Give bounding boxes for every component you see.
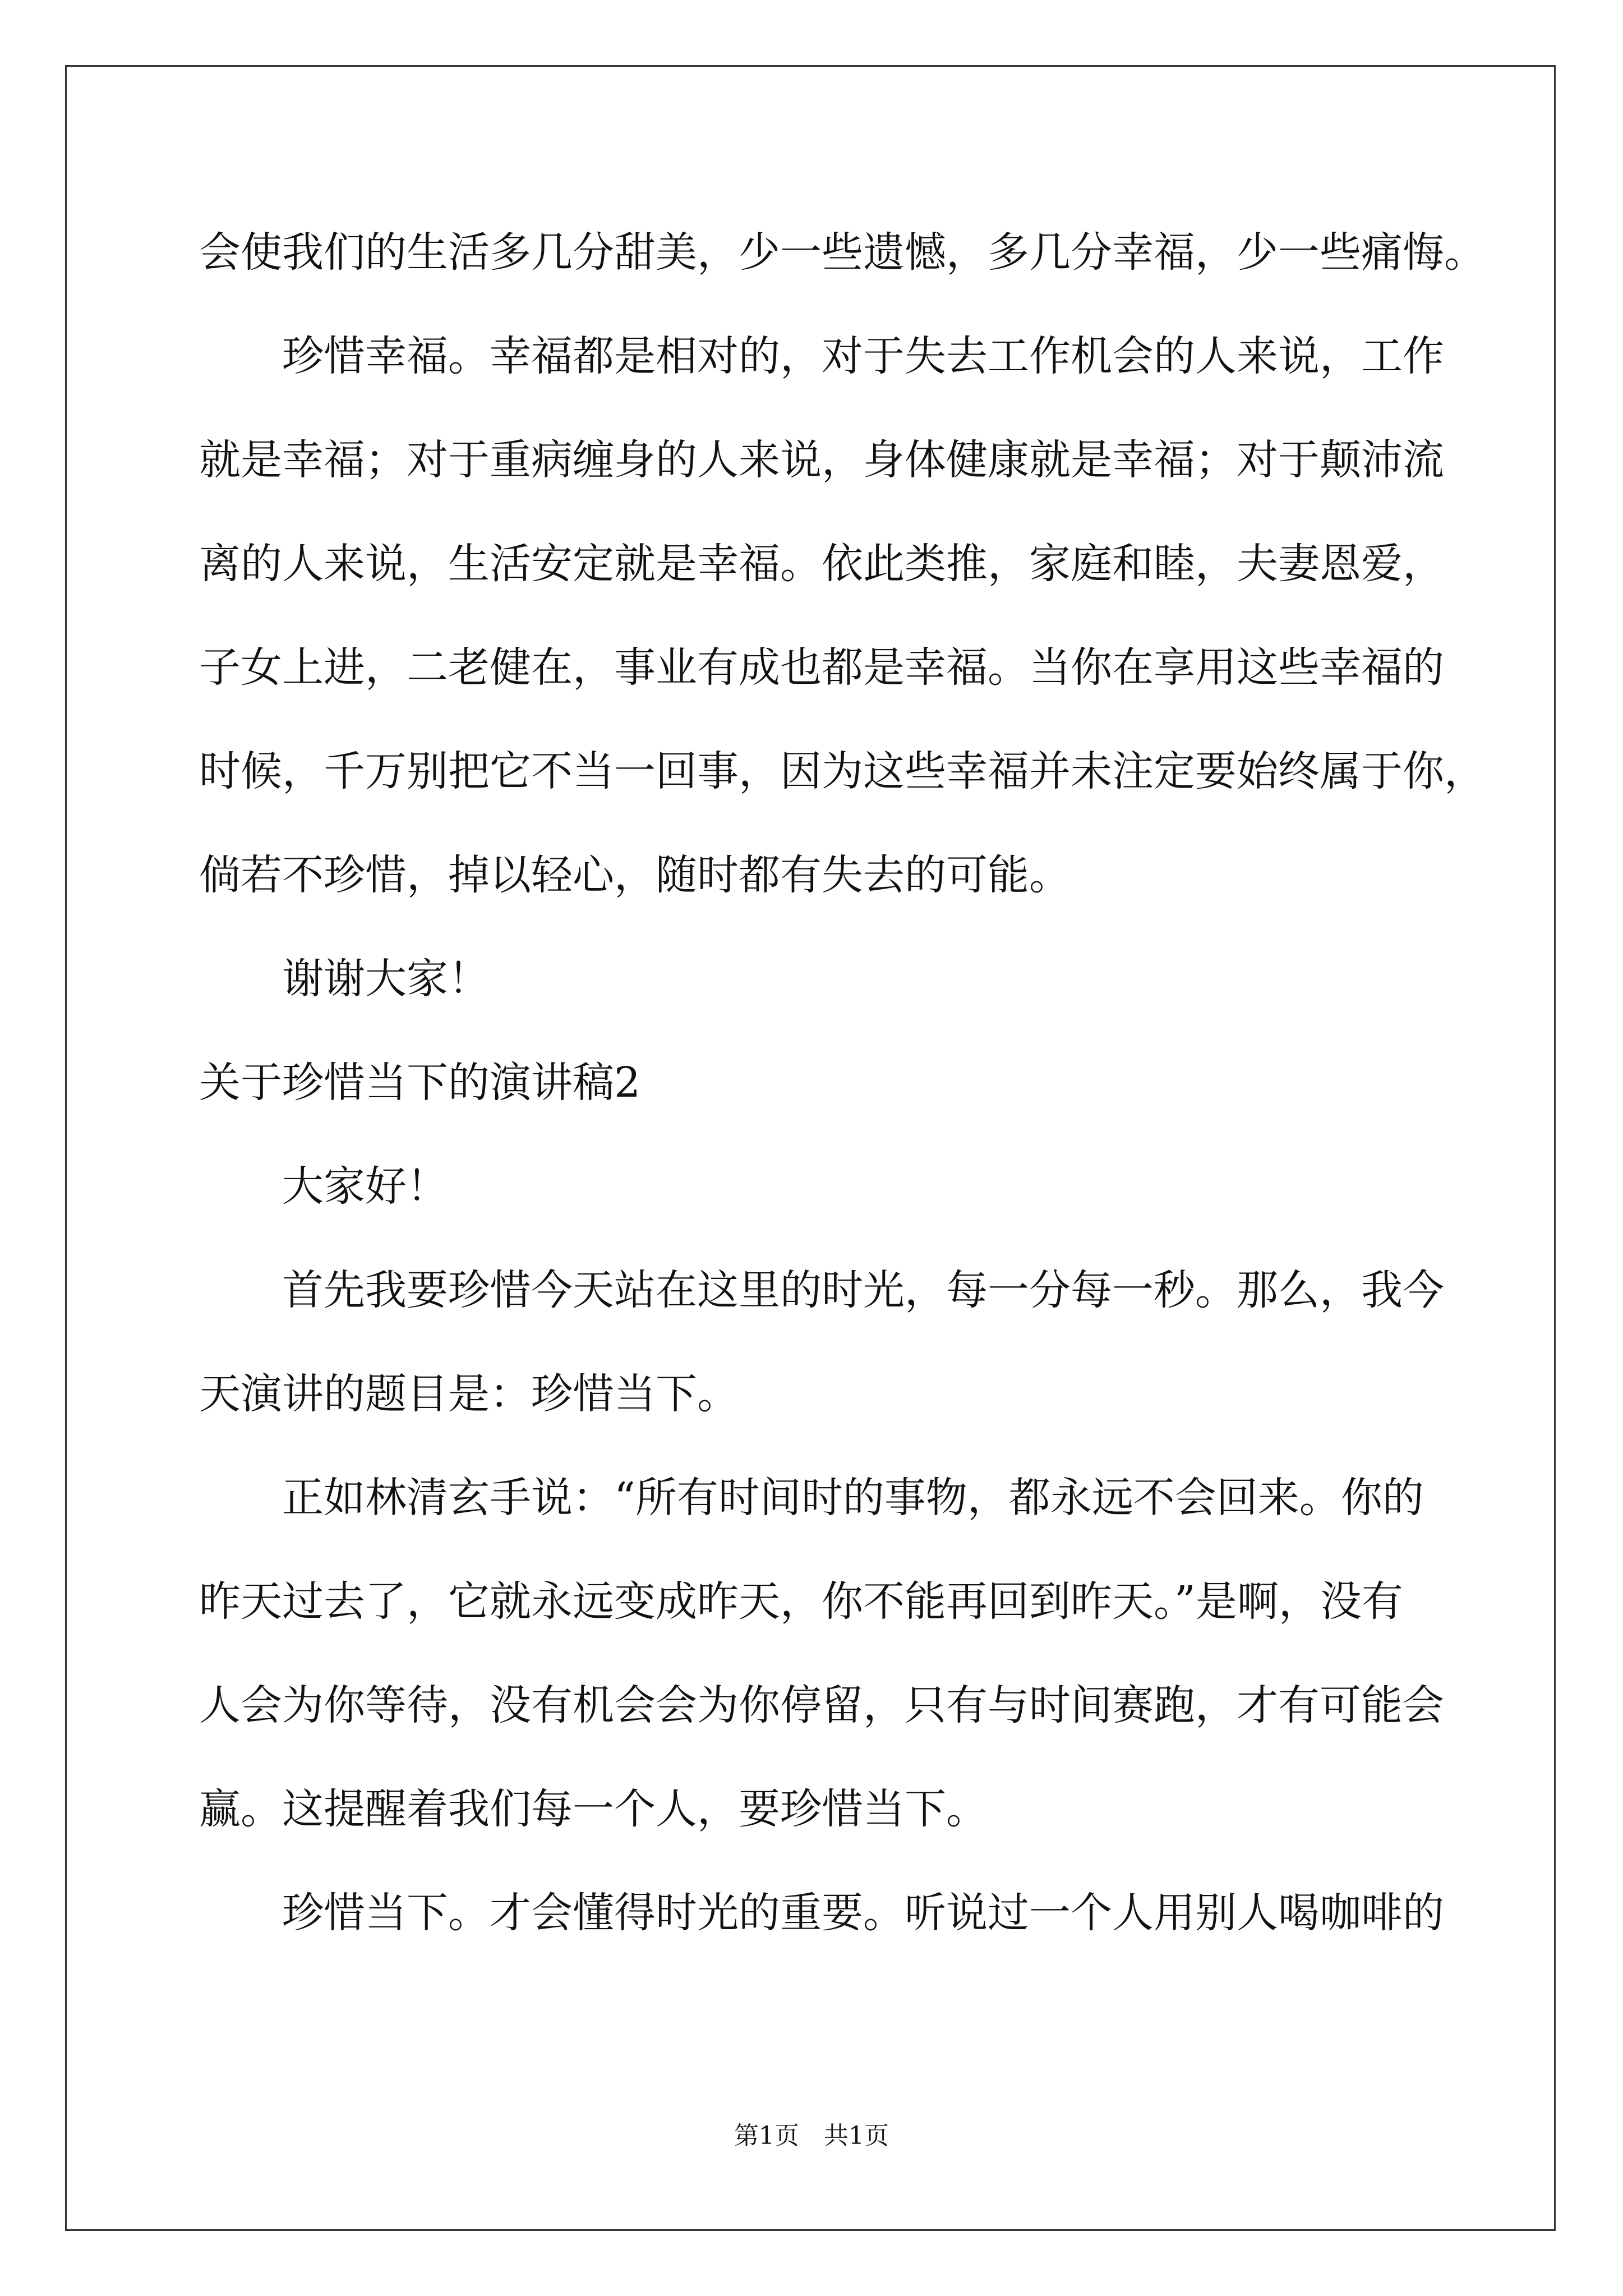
section-heading: 关于珍惜当下的演讲稿2 [199, 1059, 641, 1107]
paragraph-line: 离的人来说，生活安定就是幸福。依此类推，家庭和睦，夫妻恩爱， [199, 540, 1444, 588]
paragraph-line: 时候，千万别把它不当一回事，因为这些幸福并未注定要始终属于你， [199, 747, 1486, 795]
paragraph-line: 珍惜当下。才会懂得时光的重要。听说过一个人用别人喝咖啡的 [282, 1889, 1444, 1937]
paragraph-line: 子女上进，二老健在，事业有成也都是幸福。当你在享用这些幸福的 [199, 643, 1444, 692]
paragraph-line: 谢谢大家！ [282, 955, 490, 1003]
paragraph-line: 天演讲的题目是：珍惜当下。 [199, 1370, 739, 1418]
paragraph-line: 会使我们的生活多几分甜美，少一些遗憾，多几分幸福，少一些痛悔。 [199, 228, 1486, 277]
paragraph-line: 人会为你等待，没有机会会为你停留，只有与时间赛跑，才有可能会 [199, 1681, 1444, 1729]
page-number: 第1页 共1页 [734, 2122, 889, 2150]
paragraph-line: 赢。这提醒着我们每一个人，要珍惜当下。 [199, 1785, 988, 1833]
paragraph-line: 昨天过去了，它就永远变成昨天，你不能再回到昨天。”是啊，没有 [199, 1577, 1403, 1626]
paragraph-line: 大家好！ [282, 1162, 448, 1211]
paragraph-line: 就是幸福；对于重病缠身的人来说，身体健康就是幸福；对于颠沛流 [199, 436, 1444, 484]
paragraph-line: 正如林清玄手说：“所有时间时的事物，都永远不会回来。你的 [282, 1474, 1424, 1522]
paragraph-line: 首先我要珍惜今天站在这里的时光，每一分每一秒。那么，我今 [282, 1266, 1444, 1314]
paragraph-line: 珍惜幸福。幸福都是相对的，对于失去工作机会的人来说，工作 [282, 332, 1444, 380]
paragraph-line: 倘若不珍惜，掉以轻心，随时都有失去的可能。 [199, 851, 1071, 899]
